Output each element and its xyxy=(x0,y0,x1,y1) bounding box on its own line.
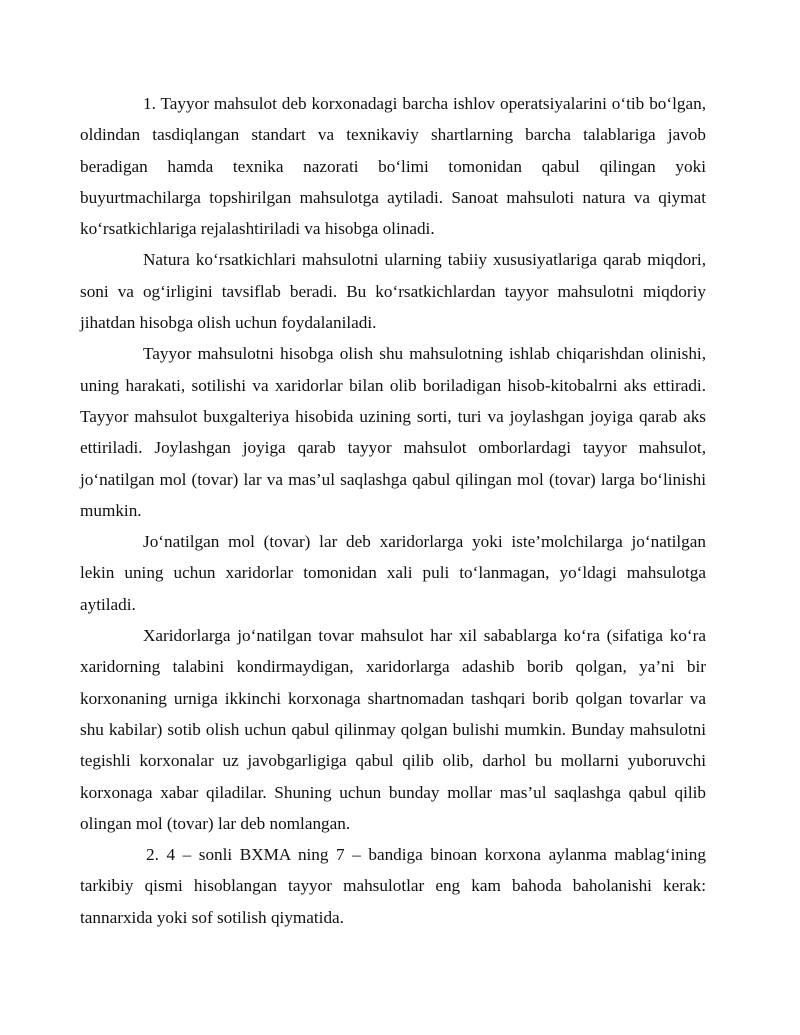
paragraph-4: Jo‘natilgan mol (tovar) lar deb xaridorlarga yoki iste’molchilarga jo‘natilgan lekin uning uchun xaridorlar tomonidan xali puli to‘lanmagan, yo‘ldagi mahsulotga aytiladi. xyxy=(80,532,706,614)
paragraph-1: 1. Tayyor mahsulot deb korxonadagi barcha ishlov operatsiyalarini o‘tib bo‘lgan, oldindan tasdiqlangan standart va texnikaviy shartlarning barcha talablariga javob beradigan hamda texnika nazorati bo‘limi tomonidan qabul qilingan yoki buyurtmachilarga topshirilgan mahsulotga aytiladi. Sanoat mahsuloti natura va qiymat ko‘rsatkichlariga rejalashtiriladi va hisobga olinadi. xyxy=(80,94,706,239)
paragraph-3: Tayyor mahsulotni hisobga olish shu mahsulotning ishlab chiqarishdan olinishi, uning harakati, sotilishi va xaridorlar bilan olib boriladigan hisob-kitobalrni aks ettiradi. Tayyor mahsulot buxgalteriya hisobida uzining sorti, turi va joylashgan joyiga qarab aks ettiriladi. Joylashgan joyiga qarab tayyor mahsulot omborlardagi tayyor mahsulot, jo‘natilgan mol (tovar) lar va mas’ul saqlashga qabul qilingan mol (tovar) larga bo‘linishi mumkin. xyxy=(80,344,706,520)
paragraph-5: Xaridorlarga jo‘natilgan tovar mahsulot har xil sabablarga ko‘ra (sifatiga ko‘ra xaridorning talabini kondirmaydigan, xaridorlarga adashib borib qolgan, ya’ni bir korxonaning urniga ikkinchi korxonaga shartnomadan tashqari borib qolgan tovarlar va shu kabilar) sotib olish uchun qabul qilinmay qolgan bulishi mumkin. Bunday mahsulotni tegishli korxonalar uz javobgarligiga qabul qilib olib, darhol bu mollarni yuboruvchi korxonaga xabar qiladilar. Shuning uchun bunday mollar mas’ul saqlashga qabul qilib olingan mol (tovar) lar deb nomlangan. xyxy=(80,626,706,833)
paragraph-6: 2. 4 – sonli BXMA ning 7 – bandiga binoan korxona aylanma mablag‘ining tarkibiy qismi hisoblangan tayyor mahsulotlar eng kam bahoda baholanishi kerak: tannarxida yoki sof sotilish qiymatida. xyxy=(80,845,706,927)
paragraph-2: Natura ko‘rsatkichlari mahsulotni ularning tabiiy xususiyatlariga qarab miqdori, soni va og‘irligini tavsiflab beradi. Bu ko‘rsatkichlardan tayyor mahsulotni miqdoriy jihatdan hisobga olish uchun foydalaniladi. xyxy=(80,250,706,333)
document-page xyxy=(80,88,706,933)
